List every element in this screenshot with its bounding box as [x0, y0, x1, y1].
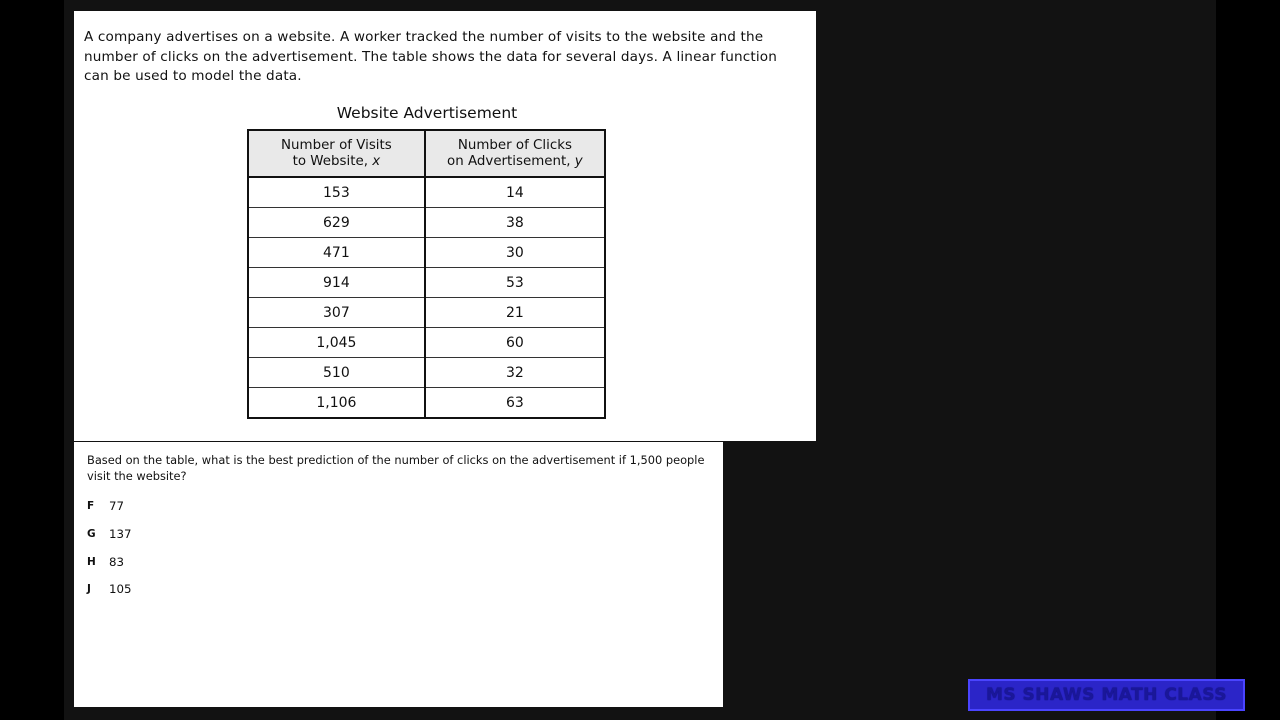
visits-cell: 914 [248, 268, 425, 298]
clicks-cell: 14 [425, 177, 605, 208]
table-row [248, 268, 605, 298]
answer-choice-h[interactable] [87, 554, 124, 570]
header-visits [248, 130, 425, 177]
choice-value: 105 [109, 582, 132, 596]
visits-cell: 471 [248, 238, 425, 268]
clicks-cell: 32 [425, 358, 605, 388]
visits-cell: 629 [248, 208, 425, 238]
answer-choice-j[interactable] [87, 581, 132, 597]
table-title: Website Advertisement [336, 104, 518, 122]
visits-cell: 510 [248, 358, 425, 388]
header-visits-line1: Number of Visits [281, 137, 392, 153]
visits-cell: 307 [248, 298, 425, 328]
problem-intro: A company advertises on a website. A worker tracked the number of visits to the website and the number of clicks on the advertisement. The table shows the data for several days. A linear function can be used to model the data. [84, 29, 778, 84]
answer-choice-f[interactable] [87, 498, 124, 514]
header-clicks-var: y [574, 153, 583, 169]
data-table [247, 129, 606, 419]
channel-watermark [968, 679, 1245, 711]
header-visits-var: x [372, 153, 381, 169]
table-row [248, 388, 605, 419]
header-clicks-line1: Number of Clicks [457, 137, 572, 153]
visits-cell: 1,106 [248, 388, 425, 419]
table-row [248, 358, 605, 388]
right-letterbox [1216, 0, 1280, 720]
question-text: Based on the table, what is the best prediction of the number of clicks on the advertisement if 1,500 people visit the website? [87, 453, 705, 483]
table-row [248, 177, 605, 208]
table-row [248, 208, 605, 238]
clicks-cell: 21 [425, 298, 605, 328]
header-clicks [425, 130, 605, 177]
visits-cell: 153 [248, 177, 425, 208]
choice-value: 77 [109, 499, 125, 513]
choice-letter: J [87, 583, 91, 595]
problem-panel [74, 11, 816, 441]
table-row [248, 328, 605, 358]
table-row [248, 238, 605, 268]
visits-cell: 1,045 [248, 328, 425, 358]
clicks-cell: 30 [425, 238, 605, 268]
choice-letter: H [87, 556, 96, 568]
watermark-text: MS SHAWS MATH CLASS [985, 685, 1228, 705]
question-panel [74, 442, 723, 707]
table-row [248, 298, 605, 328]
clicks-cell: 38 [425, 208, 605, 238]
choice-value: 137 [109, 527, 132, 541]
choice-value: 83 [109, 555, 125, 569]
header-clicks-line2: on Advertisement, [447, 153, 571, 169]
clicks-cell: 60 [425, 328, 605, 358]
header-visits-line2: to Website, [292, 153, 368, 169]
clicks-cell: 63 [505, 394, 524, 411]
left-letterbox [0, 0, 64, 720]
answer-choice-g[interactable] [87, 526, 132, 542]
choice-letter: G [87, 528, 96, 540]
table-header-row [248, 130, 605, 177]
clicks-cell: 53 [425, 268, 605, 298]
choice-letter: F [87, 500, 95, 512]
